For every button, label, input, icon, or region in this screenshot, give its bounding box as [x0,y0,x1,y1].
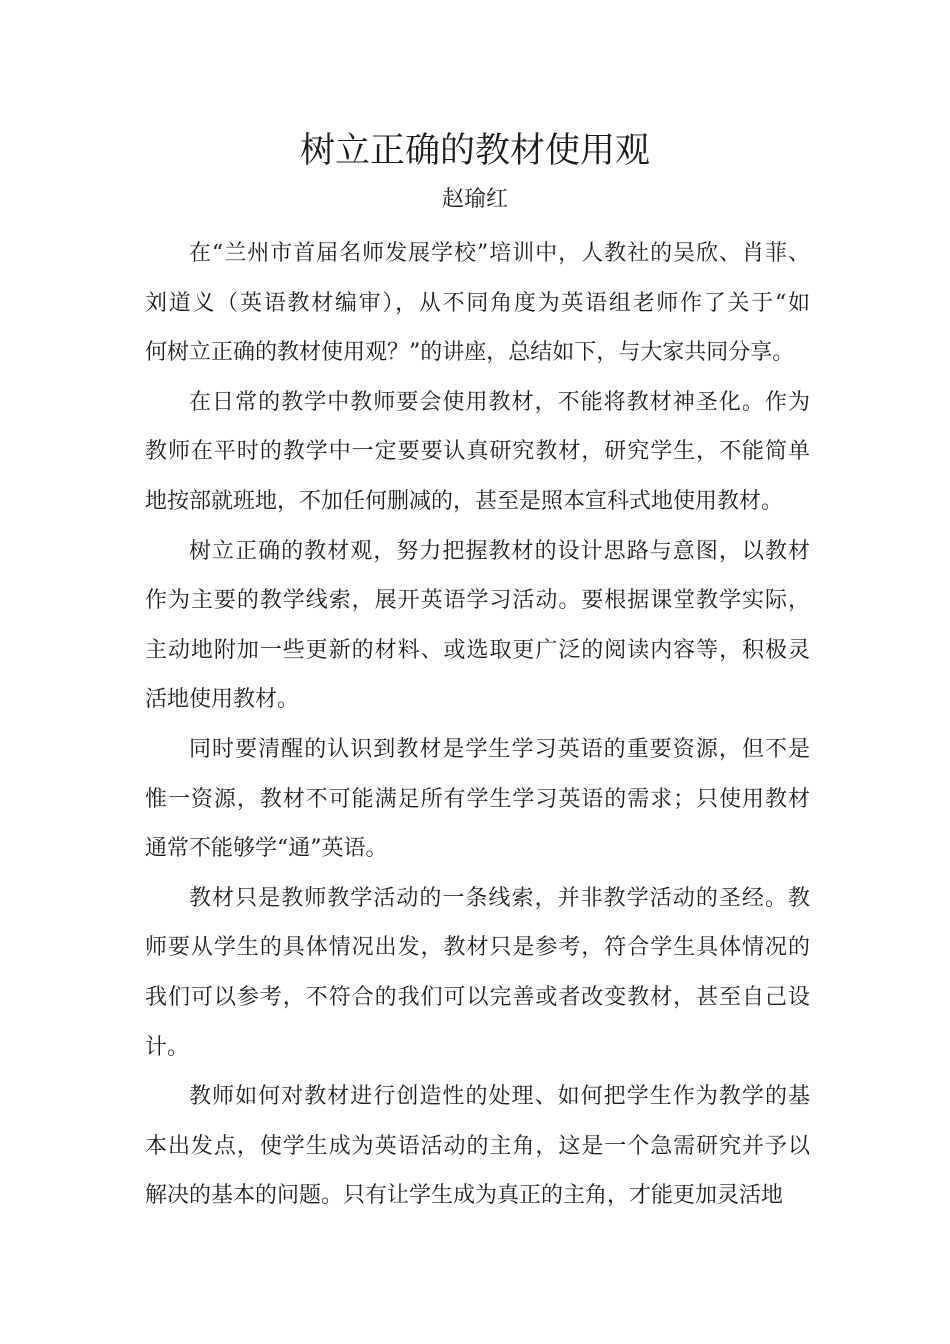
paragraph-line: 教材只是教师教学活动的一条线索，并非教学活动的圣经。教 [189,885,810,911]
paragraph [145,1072,810,1221]
paragraph-line: 本出发点，使学生成为英语活动的主角，这是一个急需研究并予以 [145,1133,810,1159]
paragraph [145,527,810,725]
paragraph-line: 通常不能够学“通”英语。 [145,836,388,862]
paragraph-line: 主动地附加一些更新的材料、或选取更广泛的阅读内容等，积极灵 [145,637,810,663]
paragraph-line: 师要从学生的具体情况出发，教材只是参考，符合学生具体情况的 [145,935,810,961]
paragraph [145,725,810,874]
paragraph [145,378,810,527]
paragraph-line: 解决的基本的问题。只有让学生成为真正的主角，才能更加灵活地 [145,1183,784,1209]
paragraph-line: 刘道义（英语教材编审），从不同角度为英语组老师作了关于“如 [145,290,810,316]
paragraph [145,229,810,378]
paragraph-line: 作为主要的教学线索，展开英语学习活动。要根据课堂教学实际， [145,588,810,614]
document-body [145,229,810,1221]
paragraph-line: 树立正确的教材观，努力把握教材的设计思路与意图，以教材 [189,538,810,564]
paragraph-line: 在日常的教学中教师要会使用教材，不能将教材神圣化。作为 [189,389,810,415]
document-title: 树立正确的教材使用观 [299,131,650,171]
paragraph-line: 在“兰州市首届名师发展学校”培训中，人教社的吴欣、肖菲、 [189,241,810,266]
paragraph-line: 我们可以参考，不符合的我们可以完善或者改变教材，甚至自己设 [145,984,810,1010]
paragraph-line: 教师在平时的教学中一定要要认真研究教材，研究学生，不能简单 [145,439,810,465]
paragraph-line: 活地使用教材。 [145,687,300,713]
paragraph-line: 计。 [145,1034,190,1060]
paragraph-line: 惟一资源，教材不可能满足所有学生学习英语的需求；只使用教材 [145,786,810,812]
paragraph [145,874,810,1072]
document-author: 赵瑜红 [441,187,508,212]
paragraph-line: 教师如何对教材进行创造性的处理、如何把学生作为教学的基 [189,1084,810,1110]
paragraph-line: 地按部就班地，不加任何删减的，甚至是照本宣科式地使用教材。 [145,488,784,514]
paragraph-line: 同时要清醒的认识到教材是学生学习英语的重要资源，但不是 [189,736,810,762]
paragraph-line: 何树立正确的教材使用观？”的讲座，总结如下，与大家共同分享。 [145,340,795,366]
